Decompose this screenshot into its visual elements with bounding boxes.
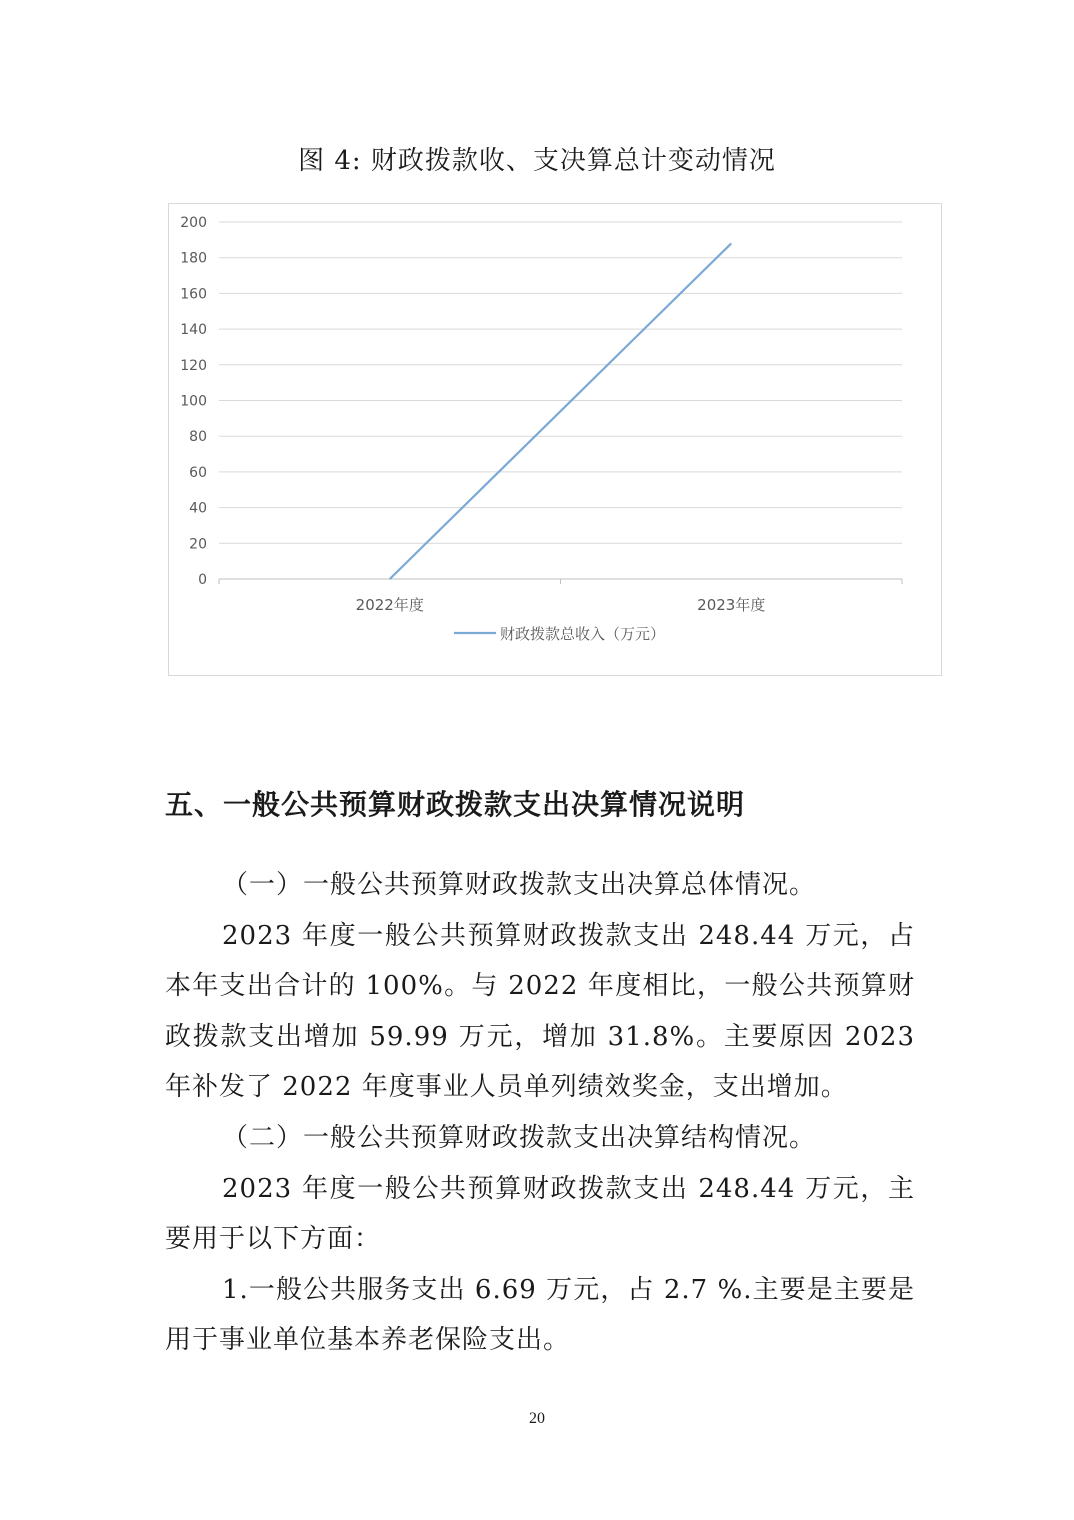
y-tick-label: 120	[180, 357, 207, 374]
chart-svg	[169, 204, 941, 675]
paragraph-subheading-2: （二）一般公共预算财政拨款支出决算结构情况。	[222, 1122, 817, 1153]
x-tick-label: 2022年度	[355, 596, 424, 614]
paragraph-overview: 2023 年度一般公共预算财政拨款支出 248.44 万元，占本年支出合计的 100%。与 2022 年度相比，一般公共预算财政拨款支出增加 59.99 万元，增加 31.8%。主要原因 2023 年补发了 2022 年度事业人员单列绩效奖金，支出增加。	[165, 920, 915, 1103]
y-tick-label: 200	[180, 215, 207, 231]
y-tick-label: 180	[180, 250, 207, 267]
legend-label: 财政拨款总收入（万元）	[500, 625, 666, 643]
paragraph-structure: 2023 年度一般公共预算财政拨款支出 248.44 万元，主要用于以下方面：	[165, 1173, 915, 1255]
x-tick-label: 2023年度	[697, 596, 766, 614]
section-body	[165, 860, 915, 1366]
y-tick-label: 60	[189, 464, 207, 481]
y-tick-label: 40	[189, 500, 207, 517]
paragraph-item-1: 1.一般公共服务支出 6.69 万元，占 2.7 %.主要是主要是用于事业单位基本养老保险支出。	[165, 1274, 915, 1356]
section-heading: 五、一般公共预算财政拨款支出决算情况说明	[165, 788, 746, 821]
page-number: 20	[529, 1410, 545, 1427]
y-tick-label: 0	[198, 572, 207, 588]
y-tick-label: 160	[180, 286, 207, 303]
line-chart	[168, 203, 942, 676]
y-tick-label: 80	[189, 429, 207, 446]
y-tick-label: 100	[180, 393, 207, 410]
figure-caption: 图 4: 财政拨款收、支决算总计变动情况	[298, 146, 776, 176]
paragraph-subheading-1: （一）一般公共预算财政拨款支出决算总体情况。	[222, 870, 817, 900]
y-tick-label: 140	[180, 322, 207, 339]
y-tick-label: 20	[189, 536, 207, 553]
